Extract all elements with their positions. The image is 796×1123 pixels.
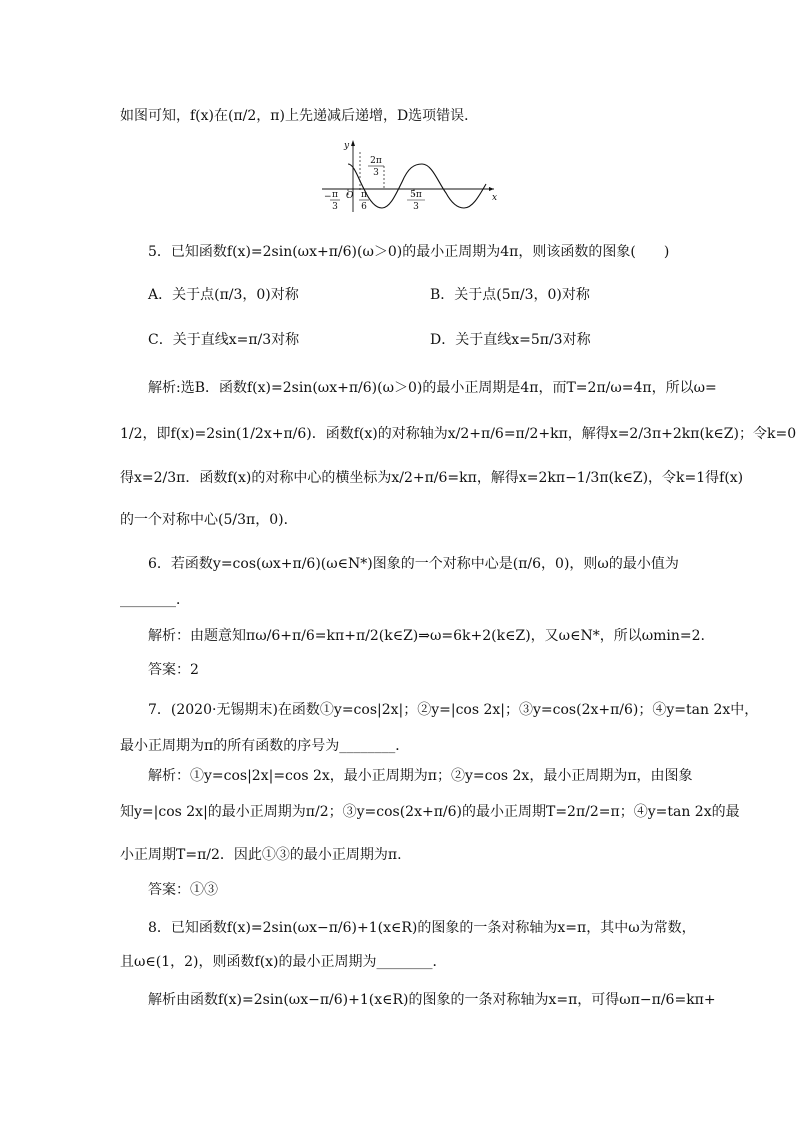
question-6-answer: 答案：2 — [148, 662, 199, 678]
question-5-solution-line-2: 1/2，即f(x)=2sin(1/2x+π/6)．函数f(x)的对称轴为x/2+π/6=π/2+kπ，解得x=2/3π+2kπ(k∈Z)；令k=0 — [120, 426, 796, 442]
question-7-solution-line-2: 知y=|cos 2x|的最小正周期为π/2；③y=cos(2x+π/6)的最小正周期T=2π/2=π；④y=tan 2x的最 — [120, 804, 740, 820]
tick-pi-6-num: π — [361, 190, 367, 200]
question-5-option-d: D．关于直线x=5π/3对称 — [430, 332, 591, 348]
question-6-blank: ________． — [120, 592, 190, 608]
question-5-option-c: C．关于直线x=π/3对称 — [148, 332, 300, 348]
text-line-1: 如图可知，f(x)在(π/2，π)上先递减后递增，D选项错误． — [120, 108, 479, 124]
question-8-solution: 解析由函数f(x)=2sin(ωx−π/6)+1(x∈R)的图象的一条对称轴为x=π，可得ωπ−π/6=kπ+ — [148, 992, 716, 1008]
question-7-solution-line-3: 小正周期T=π/2．因此①③的最小正周期为π. — [120, 847, 402, 863]
question-6-solution: 解析：由题意知πω/6+π/6=kπ+π/2(k∈Z)⇒ω=6k+2(k∈Z)，又ω∈N*，所以ωmin=2. — [148, 628, 705, 644]
question-5-option-a: A．关于点(π/3，0)对称 — [148, 287, 299, 303]
y-axis-arrow-icon — [351, 140, 355, 146]
question-5-stem: 5．已知函数f(x)=2sin(ωx+π/6)(ω＞0)的最小正周期为4π，则该函数的图象( ) — [148, 244, 670, 260]
question-8-stem: 8．已知函数f(x)=2sin(ωx−π/6)+1(x∈R)的图象的一条对称轴为x=π，其中ω为常数， — [148, 920, 696, 936]
question-6-stem: 6．若函数y=cos(ωx+π/6)(ω∈N*)图象的一个对称中心是(π/6，0)，则ω的最小值为 — [148, 556, 679, 572]
question-8-stem-line-2: 且ω∈(1，2)，则函数f(x)的最小正周期为________． — [120, 954, 447, 970]
x-axis-arrow-icon — [489, 187, 494, 191]
question-7-stem: 7．(2020·无锡期末)在函数①y=cos|2x|；②y=|cos 2x|；③y=cos(2x+π/6)；④y=tan 2x中， — [148, 702, 759, 718]
tick-2pi-3-num: 2π — [370, 156, 382, 166]
question-7-solution-line-1: 解析：①y=cos|2x|=cos 2x，最小正周期为π；②y=cos 2x，最小正周期为π，由图象 — [148, 768, 693, 784]
y-axis-label: y — [344, 141, 350, 151]
origin-label: O — [346, 191, 354, 201]
sine-graph-figure — [318, 138, 498, 214]
tick-neg-pi-3-den: 3 — [332, 202, 338, 212]
question-7-answer: 答案：①③ — [148, 882, 218, 898]
tick-5pi-3-den: 3 — [413, 202, 419, 212]
tick-5pi-3-num: 5π — [410, 190, 422, 200]
x-axis-label: x — [492, 193, 498, 203]
question-5-option-b: B．关于点(5π/3，0)对称 — [430, 287, 590, 303]
question-7-stem-line-2: 最小正周期为π的所有函数的序号为________． — [120, 738, 410, 754]
tick-neg-pi-3-num: π — [332, 190, 338, 200]
tick-neg-pi-3-sign: − — [324, 192, 332, 202]
tick-2pi-3-den: 3 — [373, 168, 379, 178]
question-5-solution-line-3: 得x=2/3π．函数f(x)的对称中心的横坐标为x/2+π/6=kπ，解得x=2kπ−1/3π(k∈Z)，令k=1得f(x) — [120, 470, 744, 486]
tick-pi-6-den: 6 — [361, 202, 367, 212]
question-5-solution-line-4: 的一个对称中心(5/3π，0)． — [120, 512, 298, 528]
question-5-solution-line-1: 解析:选B．函数f(x)=2sin(ωx+π/6)(ω＞0)的最小正周期是4π，而T=2π/ω=4π，所以ω= — [148, 380, 717, 396]
